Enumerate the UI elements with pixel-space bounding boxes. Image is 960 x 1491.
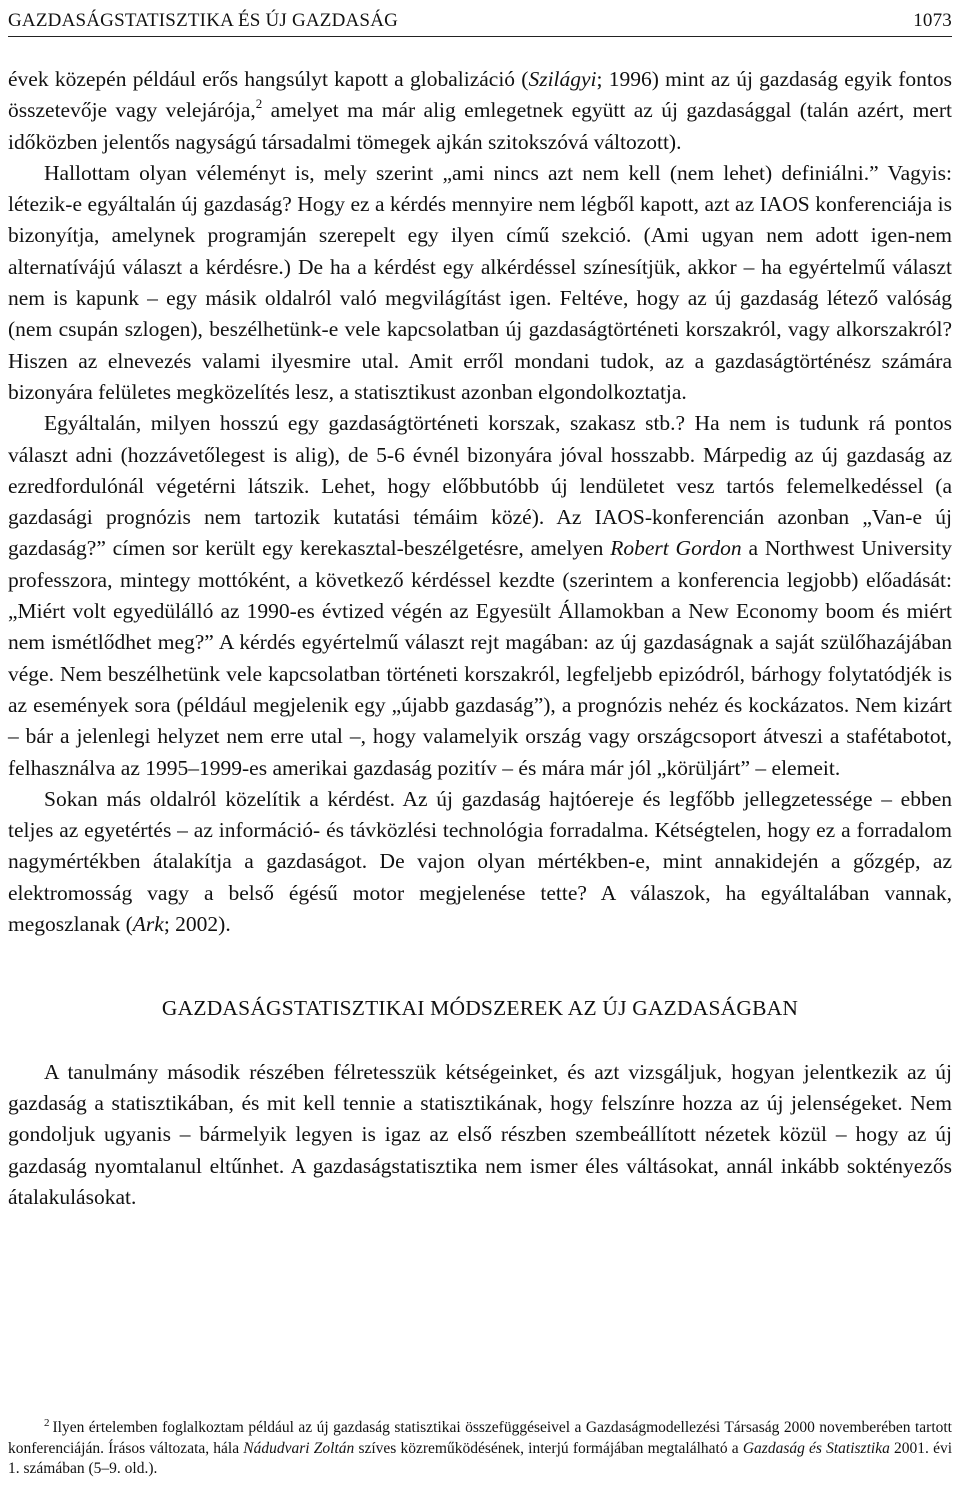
footnote-number: 2 xyxy=(44,1417,50,1429)
paragraph-1: évek közepén például erős hangsúlyt kapott a globalizáció (Szilágyi; 1996) mint az új gazdaság egyik fontos összetevője vagy velejárója,$^2$ amelyet ma már alig emlegetnek együtt az új gazdasággal (talán azért, mert időközben jelentős nagyságú társadalmi tömegek ajkán szitokszóvá változott). xyxy=(8,67,952,154)
body-text xyxy=(8,64,952,1213)
paragraph-4: Sokan más oldalról közelítik a kérdést. Az új gazdaság hajtóereje és legfőbb jellegzetessége – ebben teljes az egyetértés – az információ- és távközlési technológia forradalma. Kétségtelen, hogy ez a forradalom nagymértékben átalakítja a gazdaságot. De vajon olyan mértékben-e, mint annakidején a gőzgép, az elektromosság vagy a belső égésű motor megjelenése tette? A válaszok, ha egyáltalában vannak, megoszlanak (Ark; 2002). xyxy=(8,786,952,937)
citation-ark: Ark xyxy=(132,912,164,937)
paragraph-2: Hallottam olyan véleményt is, mely szerint „ami nincs azt nem kell (nem lehet) definiálni.” Vagyis: létezik-e egyáltalán új gazdaság? Hogy ez a kérdés mennyire nem légből kapott, azt az IAOS konferenciája is bizonyítja, amelynek programján szerepelt egy ilyen című szekció. (Ami ugyan nem adott igen-nem alternatívájú választ a kérdésre.) De ha a kérdést egy alkérdéssel színesítjük, akkor – ha egyértelmű választ nem is kapunk – egy másik oldalról való megvilágítást igen. Feltéve, hogy az új gazdaság létező valóság (nem csupán szlogen), beszélhetünk-e vele kapcsolatban új gazdaságtörténeti korszakról, vagy alkorszakról? Hiszen az elnevezés valami ilyesmire utal. Amit erről mondani tudok, az a gazdaságtörténész számára bizonyára felületes megközelítés lesz, a statisztikust azonban elgondolkoztatja. xyxy=(8,160,952,404)
footnote-ref[interactable]: 2 xyxy=(255,96,263,112)
page-number: 1073 xyxy=(913,10,952,31)
section-heading: GAZDASÁGSTATISZTIKAI MÓDSZEREK AZ ÚJ GAZDASÁGBAN xyxy=(161,996,799,1021)
paragraph-3: Egyáltalán, milyen hosszú egy gazdaságtörténeti korszak, szakasz stb.? Ha nem is tudunk rá pontos választ adni (hozzávetőlegest is alig), de 5-6 évnél bizonyára jóval hosszabb. Márpedig az új gazdaság az ezredfordulónál végetérni látszik. Lehet, hogy előbbutóbb új lendületet vesz tartós felemelkedéssel (a gazdasági prognózis nem tartozik kutatási témáim közé). Az IAOS-konferencián azonban „Van-e új gazdaság?” címen sor került egy kerekasztal-beszélgetésre, amelyen Robert Gordon a Northwest University professzora, mintegy mottóként, a következő kérdéssel kezdte (szerintem a konferencia legjobb) előadását: „Miért volt egyedülálló az 1990-es évtized végén az Egyesült Államokban a New Economy boom és miért nem ismétlődhet meg?” A kérdés egyértelmű választ rejt magában: az új gazdaságnak a saját szülőhazájában vége. Nem beszélhetünk vele kapcsolatban történeti korszakról, legfeljebb epizódról, bárhogy folytatódjék is az események sora (például megjelenik egy „újabb gazdaság”), a prognózis nehéz és kockázatos. Nem kizárt – bár a jelenlegi helyzet nem erre utal –, hogy valamelyik ország vagy országcsoport átveszi a stafétabotot, felhasználva az 1995–1999-es amerikai gazdaság pozitív – és mára már jól „körüljárt” – elemeit. xyxy=(8,411,952,780)
footnote: $^2$ Ilyen értelemben foglalkoztam például az új gazdaság statisztikai összefüggéseivel a Gazdaságmodellezési Társaság 2000 novemberében tartott konferenciáján. Írásos változata, hála Nádudvari Zoltán szíves közreműködésének, interjú formájában megtalálható a Gazdaság és Statisztika 2001. évi 1. számában (5–9. old.). xyxy=(8,1417,952,1477)
paragraph-5: A tanulmány második részében félretesszük kétségeinket, és azt vizsgáljuk, hogyan jelentkezik az új gazdaság a statisztikában, és mit kell tennie a statisztikának, hogy felszínre hozza az új jelenségeket. Nem gondoljuk ugyanis – bármelyik legyen is igaz az első részben szembeállított nézetek közül – hogy az új gazdaság nyomtalanul eltűnhet. A gazdaságstatisztika nem ismer éles váltásokat, annál inkább soktényezős átalakulásokat. xyxy=(8,1059,952,1209)
running-header xyxy=(8,6,952,37)
running-title: GAZDASÁGSTATISZTIKA ÉS ÚJ GAZDASÁG xyxy=(8,10,399,31)
citation-szilagyi: Szilágyi xyxy=(528,67,597,91)
name-robert-gordon: Robert Gordon xyxy=(610,536,742,561)
